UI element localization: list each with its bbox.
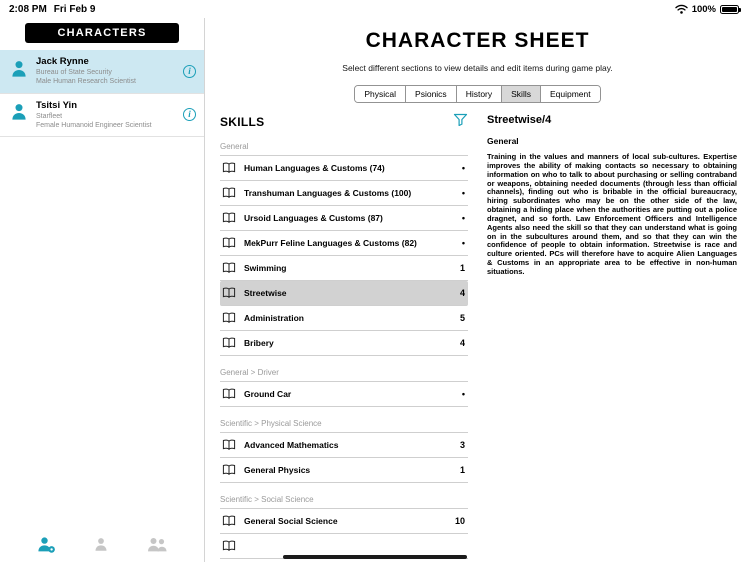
skill-detail-title: Streetwise/4 <box>487 114 552 126</box>
sidebar-tab-bar <box>0 532 204 562</box>
skill-name: General Physics <box>244 465 311 475</box>
skill-value: 5 <box>459 313 465 323</box>
segmented-control-wrap <box>205 84 750 103</box>
skill-value: 4 <box>459 338 465 348</box>
status-indicators <box>675 4 741 15</box>
skill-value: 1 <box>459 263 465 273</box>
home-indicator[interactable] <box>283 555 467 559</box>
skill-name: Streetwise <box>244 288 287 298</box>
book-icon <box>222 312 236 324</box>
info-icon[interactable]: i <box>183 108 196 121</box>
skill-value: • <box>461 238 465 248</box>
skill-detail-category: General <box>487 136 519 146</box>
skill-name: Transhuman Languages & Customs (100) <box>244 188 412 198</box>
skill-name: Human Languages & Customs (74) <box>244 163 385 173</box>
book-icon <box>222 212 236 224</box>
character-info <box>36 100 176 131</box>
character-name: Jack Rynne <box>36 56 89 67</box>
skill-value: 3 <box>459 440 465 450</box>
page-title: CHARACTER SHEET <box>365 29 590 52</box>
skill-value: 10 <box>454 516 465 526</box>
skill-name: Advanced Mathematics <box>244 440 339 450</box>
skill-value: 1 <box>459 465 465 475</box>
skill-value: • <box>461 389 465 399</box>
skill-row-bribery[interactable] <box>220 331 468 356</box>
skills-title: SKILLS <box>220 115 265 129</box>
skill-row-swimming[interactable] <box>220 256 468 281</box>
group-label: Scientific > Social Science <box>220 495 468 509</box>
skill-name: Ground Car <box>244 389 292 399</box>
status-bar <box>0 0 750 18</box>
book-icon <box>222 187 236 199</box>
skill-name: Administration <box>244 313 304 323</box>
skill-name: Bribery <box>244 338 274 348</box>
status-date: Fri Feb 9 <box>53 3 96 15</box>
info-icon[interactable]: i <box>183 65 196 78</box>
person-icon <box>9 59 29 84</box>
skill-row-general-social-science[interactable] <box>220 509 468 534</box>
person-icon <box>9 102 29 127</box>
skill-row-advanced-mathematics[interactable] <box>220 433 468 458</box>
book-icon <box>222 237 236 249</box>
book-icon <box>222 439 236 451</box>
skill-name: General Social Science <box>244 516 338 526</box>
group-label: Scientific > Physical Science <box>220 419 468 433</box>
segment-equipment[interactable]: Equipment <box>541 86 600 102</box>
group-label: General > Driver <box>220 368 468 382</box>
status-time-date <box>9 4 95 15</box>
book-icon <box>222 515 236 527</box>
skill-row-transhuman-languages[interactable] <box>220 181 468 206</box>
skill-row-mekpurr-languages[interactable] <box>220 231 468 256</box>
segment-physical[interactable]: Physical <box>355 86 406 102</box>
group-label: General <box>220 142 468 156</box>
skill-detail-panel <box>487 114 737 559</box>
skill-value: • <box>461 163 465 173</box>
app-frame <box>0 18 750 562</box>
tab-group[interactable] <box>146 536 168 559</box>
skill-detail-description: Training in the values and manners of local sub-cultures. Expertise improves the ability of making contacts so necessary to obtaining information on who to talk to about purchasing or selling contraband or weapons, obtaining needed documents (through less than official channels), finding out who is bribable in the official bureaucracy, hiring subordinates who may be on the other side of the law, obtaining a hiding place when the authorities are putting out a police dragnet, and so forth. Law Enforcement Officers and Intelligence Agents also need the skill so that they can understand what is going on in the subcultures around them, and so that they can win the confidence of people to obtain information. Streetwise is race and culture oriented. PCs will therefore have to acquire Alien Languages & Customs in an appropriate area to be effective in non-human situations. <box>487 152 737 276</box>
book-icon <box>222 388 236 400</box>
character-row-jack-rynne[interactable] <box>0 50 204 94</box>
character-description: Female Humanoid Engineer Scientist <box>36 121 152 129</box>
skill-row-ursoid-languages[interactable] <box>220 206 468 231</box>
character-name: Tsitsi Yin <box>36 99 78 111</box>
skill-name: MekPurr Feline Languages & Customs (82) <box>244 238 417 248</box>
skill-value: • <box>461 213 465 223</box>
character-row-tsitsi-yin[interactable] <box>0 94 204 138</box>
page-subtitle: Select different sections to view details and edit items during game play. <box>342 63 613 73</box>
character-info <box>36 56 176 87</box>
skill-row-human-languages[interactable] <box>220 156 468 181</box>
book-icon <box>222 540 236 552</box>
skill-row-general-physics[interactable] <box>220 458 468 483</box>
skills-list <box>220 114 468 559</box>
main-panel <box>205 18 750 562</box>
skill-row-administration[interactable] <box>220 306 468 331</box>
skill-row-streetwise[interactable] <box>220 281 468 306</box>
segment-skills[interactable]: Skills <box>502 86 541 102</box>
sidebar-title: CHARACTERS <box>25 23 179 43</box>
skill-value: 4 <box>459 288 465 298</box>
book-icon <box>222 464 236 476</box>
character-description: Male Human Research Scientist <box>36 78 136 86</box>
battery-icon <box>720 5 739 14</box>
skills-header <box>220 114 468 130</box>
segment-psionics[interactable]: Psionics <box>406 86 457 102</box>
segment-history[interactable]: History <box>457 86 502 102</box>
book-icon <box>222 162 236 174</box>
character-affiliation: Starfleet <box>36 112 63 120</box>
skill-name: Ursoid Languages & Customs (87) <box>244 213 383 223</box>
skill-name: Swimming <box>244 263 287 273</box>
battery-percent: 100% <box>691 3 716 15</box>
segmented-control <box>354 85 600 103</box>
tab-characters-active[interactable] <box>36 536 56 559</box>
skill-value: • <box>461 188 465 198</box>
wifi-icon <box>675 4 688 14</box>
content-columns <box>205 114 750 559</box>
filter-icon[interactable] <box>453 113 468 131</box>
character-affiliation: Bureau of State Security <box>36 69 112 77</box>
book-icon <box>222 287 236 299</box>
sidebar <box>0 18 205 562</box>
book-icon <box>222 262 236 274</box>
tab-person[interactable] <box>92 536 110 559</box>
status-time: 2:08 PM <box>9 3 47 15</box>
skill-row-ground-car[interactable] <box>220 382 468 407</box>
book-icon <box>222 337 236 349</box>
